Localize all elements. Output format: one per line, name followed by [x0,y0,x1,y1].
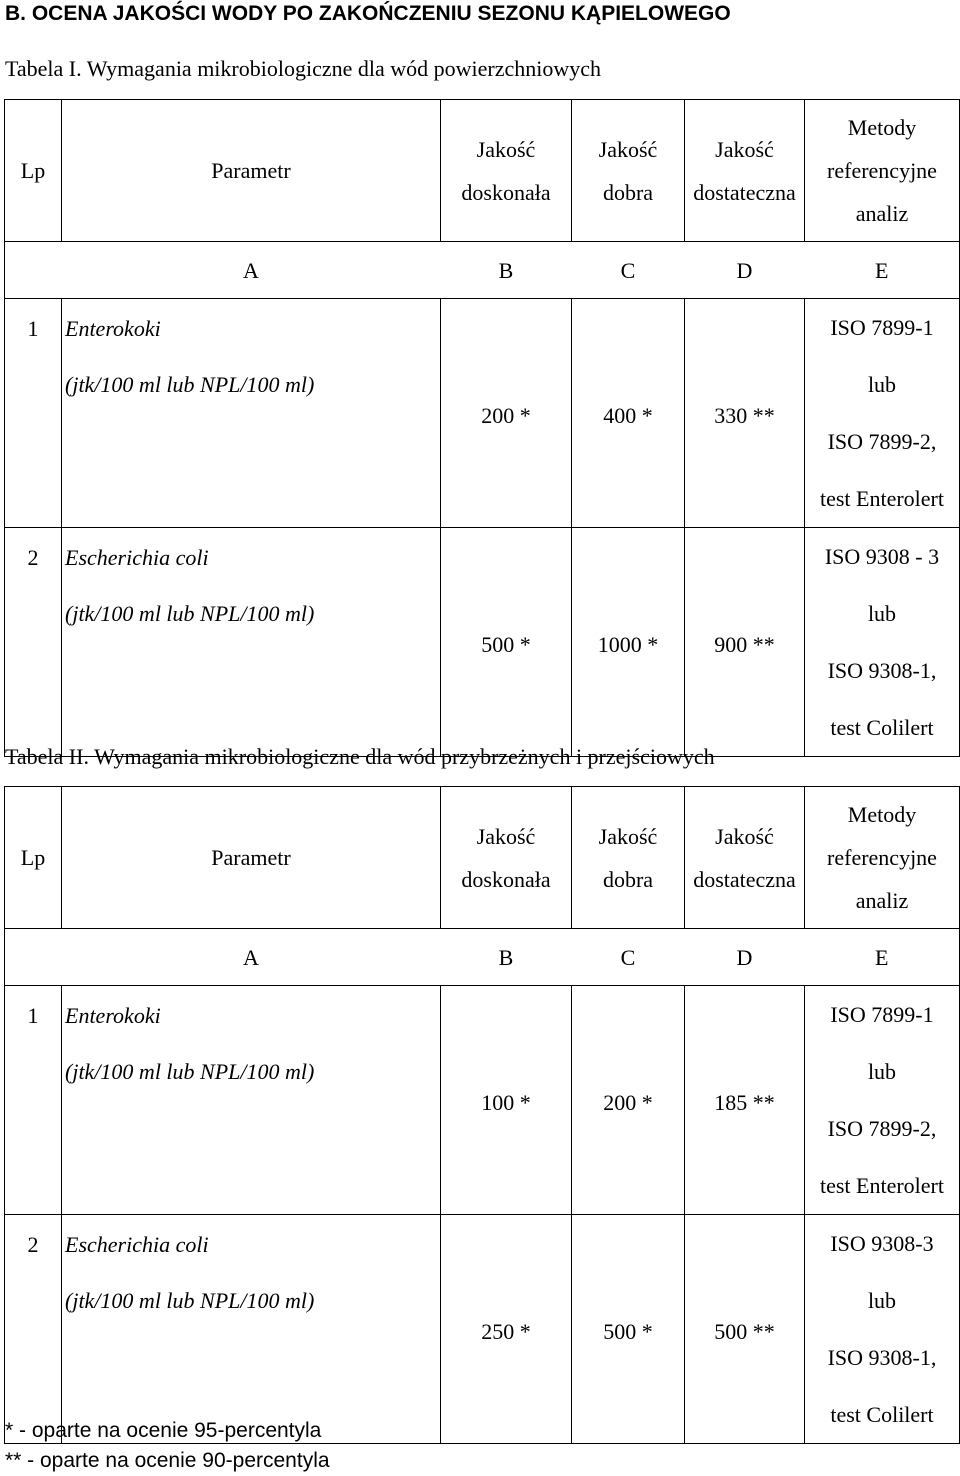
footnote-95: * - oparte na ocenie 95-percentyla [5,1419,322,1442]
value-c: 330 ** [685,299,805,528]
table2-header-row [5,787,960,929]
letter-blank [5,929,62,986]
header-b-line2: dobra [602,179,654,205]
method-line: test Colilert [830,715,934,740]
method-line: lub [867,1059,897,1084]
header-a-line2: doskonała [461,179,551,205]
table2-letter-row [5,929,960,986]
row-lp: 1 [5,299,62,528]
method-line: ISO 9308-3 [830,1231,934,1256]
reference-methods [805,986,960,1215]
reference-methods [805,1215,960,1444]
table-row [5,1215,960,1444]
header-e-line1: Metody [847,802,917,827]
reference-methods [805,299,960,528]
letter-d: D [685,242,805,299]
parameter-unit: (jtk/100 ml lub NPL/100 ml) [65,372,315,397]
value-a: 200 * [441,299,572,528]
header-b-line2: dobra [602,866,654,892]
table2-coastal-waters [4,786,960,1444]
footnotes [5,1416,330,1476]
method-line: ISO 7899-2, [827,1116,937,1141]
footnote-90: ** - oparte na ocenie 90-percentyla [5,1449,330,1472]
header-lp: Lp [5,787,62,929]
method-line: lub [867,601,897,626]
method-line: ISO 9308 - 3 [824,544,940,569]
letter-c: C [572,929,685,986]
header-quality-excellent [441,787,572,929]
header-a-line2: doskonała [461,866,551,892]
header-a-line1: Jakość [476,136,536,162]
reference-methods [805,528,960,757]
parameter-name: Escherichia coli [65,1232,209,1257]
row-parameter [62,299,441,528]
letter-e: E [805,929,960,986]
letter-c: C [572,242,685,299]
method-line: ISO 9308-1, [827,658,937,683]
method-line: ISO 9308-1, [827,1345,937,1370]
header-quality-excellent [441,100,572,242]
header-e-line2: referencyjne [827,158,937,183]
method-line: test Enterolert [819,1173,944,1198]
header-c-line1: Jakość [715,823,774,849]
header-parametr: Parametr [62,100,441,242]
value-b: 500 * [572,1215,685,1444]
section-heading: B. OCENA JAKOŚCI WODY PO ZAKOŃCZENIU SEZONU KĄPIELOWEGO [5,2,731,25]
header-e-line2: referencyjne [827,845,937,870]
value-a: 250 * [441,1215,572,1444]
letter-d: D [685,929,805,986]
header-a-line1: Jakość [476,823,536,849]
header-quality-good [572,787,685,929]
letter-a: A [62,929,441,986]
row-lp: 2 [5,528,62,757]
letter-b: B [441,929,572,986]
header-e-line3: analiz [855,201,909,226]
parameter-name: Enterokoki [65,316,161,341]
letter-a: A [62,242,441,299]
value-b: 400 * [572,299,685,528]
header-c-line2: dostateczna [693,179,796,205]
table1-header-row [5,100,960,242]
value-a: 100 * [441,986,572,1215]
row-parameter [62,1215,441,1444]
table-row [5,986,960,1215]
header-b-line1: Jakość [598,823,658,849]
table1-surface-waters [4,99,960,757]
table-row [5,528,960,757]
value-a: 500 * [441,528,572,757]
row-lp: 1 [5,986,62,1215]
header-methods [805,787,960,929]
value-b: 1000 * [572,528,685,757]
header-quality-sufficient [685,100,805,242]
letter-e: E [805,242,960,299]
row-parameter [62,986,441,1215]
method-line: ISO 7899-1 [830,1002,934,1027]
table1-letter-row [5,242,960,299]
header-c-line1: Jakość [715,136,774,162]
parameter-unit: (jtk/100 ml lub NPL/100 ml) [65,1288,315,1313]
header-parametr: Parametr [62,787,441,929]
method-line: ISO 7899-2, [827,429,937,454]
parameter-name: Escherichia coli [65,545,209,570]
row-parameter [62,528,441,757]
method-line: lub [867,372,897,397]
header-methods [805,100,960,242]
table1-caption: Tabela I. Wymagania mikrobiologiczne dla wód powierzchniowych [5,56,602,81]
method-line: lub [867,1288,897,1313]
header-c-line2: dostateczna [693,866,796,892]
letter-blank [5,242,62,299]
header-b-line1: Jakość [598,136,658,162]
value-c: 185 ** [685,986,805,1215]
value-c: 500 ** [685,1215,805,1444]
header-quality-sufficient [685,787,805,929]
table-row [5,299,960,528]
header-e-line1: Metody [847,115,917,140]
parameter-name: Enterokoki [65,1003,161,1028]
letter-b: B [441,242,572,299]
method-line: test Enterolert [819,486,944,511]
row-lp: 2 [5,1215,62,1444]
table2-caption: Tabela II. Wymagania mikrobiologiczne dla wód przybrzeżnych i przejściowych [5,744,715,769]
header-lp: Lp [5,100,62,242]
method-line: ISO 7899-1 [830,315,934,340]
parameter-unit: (jtk/100 ml lub NPL/100 ml) [65,1059,315,1084]
value-c: 900 ** [685,528,805,757]
value-b: 200 * [572,986,685,1215]
header-e-line3: analiz [855,888,909,913]
method-line: test Colilert [830,1402,934,1427]
header-quality-good [572,100,685,242]
parameter-unit: (jtk/100 ml lub NPL/100 ml) [65,601,315,626]
